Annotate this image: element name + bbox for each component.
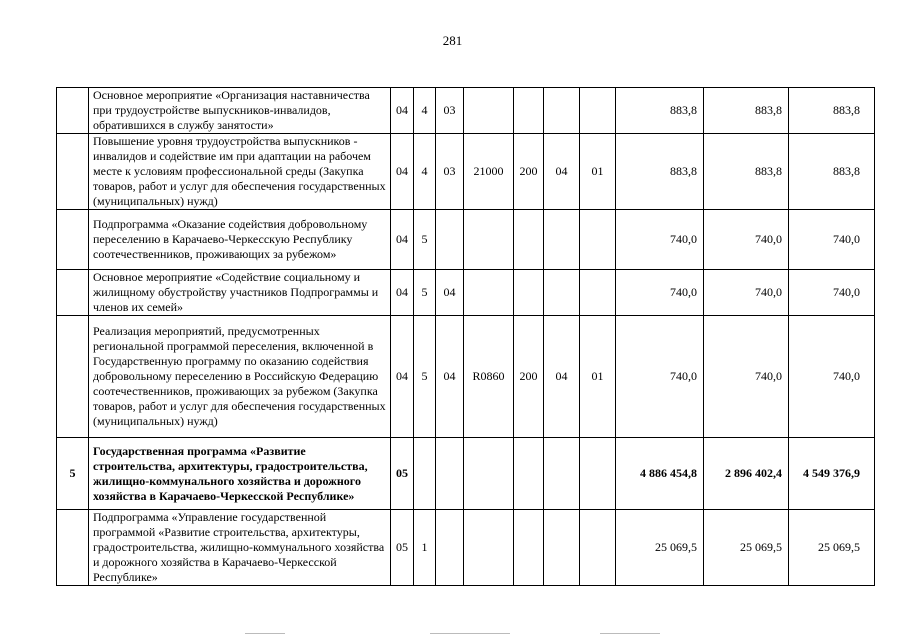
code-cell: 01 (580, 134, 616, 210)
amount-cell: 740,0 (616, 210, 704, 270)
table-row (57, 88, 875, 134)
code-cell: 04 (544, 316, 580, 438)
code-cell: 05 (391, 510, 414, 586)
amount-cell: 883,8 (789, 134, 875, 210)
table-row (57, 316, 875, 438)
code-cell: 5 (414, 270, 436, 316)
code-cell (514, 510, 544, 586)
code-cell (436, 438, 464, 510)
code-cell (580, 88, 616, 134)
code-cell: 04 (391, 270, 414, 316)
code-cell (464, 438, 514, 510)
code-cell (514, 438, 544, 510)
scan-artifact (430, 633, 510, 634)
code-cell (464, 210, 514, 270)
code-cell: 200 (514, 134, 544, 210)
amount-cell: 740,0 (704, 316, 789, 438)
code-cell (514, 210, 544, 270)
row-number-cell (57, 510, 89, 586)
code-cell: R0860 (464, 316, 514, 438)
amount-cell: 740,0 (616, 316, 704, 438)
code-cell (464, 88, 514, 134)
code-cell: 05 (391, 438, 414, 510)
row-name-cell: Реализация мероприятий, предусмотренных региональной программой переселения, включенной в Государственную программу по оказанию содействия добровольному переселению в Российскую Федерацию соотечественников, проживающих за рубежом (Закупка товаров, работ и услуг для обеспечения государственных (муниципальных) нужд) (89, 316, 391, 438)
code-cell (580, 438, 616, 510)
row-name-cell: Государственная программа «Развитие строительства, архитектуры, градостроительства, жилищно-коммунального хозяйства и дорожного хозяйства в Карачаево-Черкесской Республике» (89, 438, 391, 510)
code-cell: 4 (414, 134, 436, 210)
amount-cell: 740,0 (616, 270, 704, 316)
code-cell (514, 88, 544, 134)
amount-cell: 883,8 (616, 88, 704, 134)
amount-cell: 883,8 (789, 88, 875, 134)
page-number: 281 (442, 33, 463, 48)
row-name-cell: Подпрограмма «Оказание содействия добровольному переселению в Карачаево-Черкесскую Республику соотечественников, проживающих за рубежом» (89, 210, 391, 270)
code-cell: 21000 (464, 134, 514, 210)
code-cell (580, 270, 616, 316)
amount-cell: 883,8 (704, 88, 789, 134)
code-cell (544, 438, 580, 510)
table-row (57, 134, 875, 210)
code-cell: 04 (391, 88, 414, 134)
code-cell: 01 (580, 316, 616, 438)
code-cell (580, 510, 616, 586)
code-cell: 04 (544, 134, 580, 210)
code-cell (514, 270, 544, 316)
amount-cell: 4 886 454,8 (616, 438, 704, 510)
code-cell (464, 510, 514, 586)
amount-cell: 2 896 402,4 (704, 438, 789, 510)
code-cell (464, 270, 514, 316)
amount-cell: 883,8 (616, 134, 704, 210)
code-cell (544, 270, 580, 316)
row-number-cell (57, 270, 89, 316)
code-cell (436, 510, 464, 586)
code-cell: 04 (391, 316, 414, 438)
row-name-cell: Основное мероприятие «Организация наставничества при трудоустройстве выпускников-инвалидов, обратившихся в службу занятости» (89, 88, 391, 134)
scan-artifact (600, 633, 660, 634)
amount-cell: 740,0 (789, 316, 875, 438)
row-name-cell: Подпрограмма «Управление государственной программой «Развитие строительства, архитектуры, градостроительства, жилищно-коммунального хозяйства и дорожного хозяйства в Карачаево-Черкесской Республике» (89, 510, 391, 586)
row-number-cell (57, 210, 89, 270)
code-cell (544, 88, 580, 134)
amount-cell: 25 069,5 (789, 510, 875, 586)
code-cell: 04 (391, 134, 414, 210)
amount-cell: 740,0 (704, 210, 789, 270)
row-number-cell (57, 316, 89, 438)
code-cell (580, 210, 616, 270)
code-cell (414, 438, 436, 510)
code-cell: 04 (436, 316, 464, 438)
code-cell: 03 (436, 134, 464, 210)
code-cell (544, 210, 580, 270)
code-cell: 5 (414, 316, 436, 438)
row-number-cell: 5 (57, 438, 89, 510)
amount-cell: 883,8 (704, 134, 789, 210)
code-cell (544, 510, 580, 586)
table-row (57, 510, 875, 586)
code-cell: 200 (514, 316, 544, 438)
table-row (57, 270, 875, 316)
amount-cell: 740,0 (789, 210, 875, 270)
code-cell: 4 (414, 88, 436, 134)
code-cell: 5 (414, 210, 436, 270)
budget-table (56, 87, 875, 586)
amount-cell: 25 069,5 (704, 510, 789, 586)
code-cell: 04 (436, 270, 464, 316)
scan-artifact (245, 633, 285, 634)
amount-cell: 740,0 (704, 270, 789, 316)
code-cell: 1 (414, 510, 436, 586)
table-row (57, 438, 875, 510)
amount-cell: 25 069,5 (616, 510, 704, 586)
amount-cell: 740,0 (789, 270, 875, 316)
row-name-cell: Повышение уровня трудоустройства выпускников - инвалидов и содействие им при адаптации на рабочем месте к условиям профессиональной среды (Закупка товаров, работ и услуг для обеспечения государственных (муниципальных) нужд) (89, 134, 391, 210)
code-cell: 03 (436, 88, 464, 134)
amount-cell: 4 549 376,9 (789, 438, 875, 510)
table-row (57, 210, 875, 270)
code-cell (436, 210, 464, 270)
row-name-cell: Основное мероприятие «Содействие социальному и жилищному обустройству участников Подпрограммы и членов их семей» (89, 270, 391, 316)
row-number-cell (57, 134, 89, 210)
row-number-cell (57, 88, 89, 134)
code-cell: 04 (391, 210, 414, 270)
